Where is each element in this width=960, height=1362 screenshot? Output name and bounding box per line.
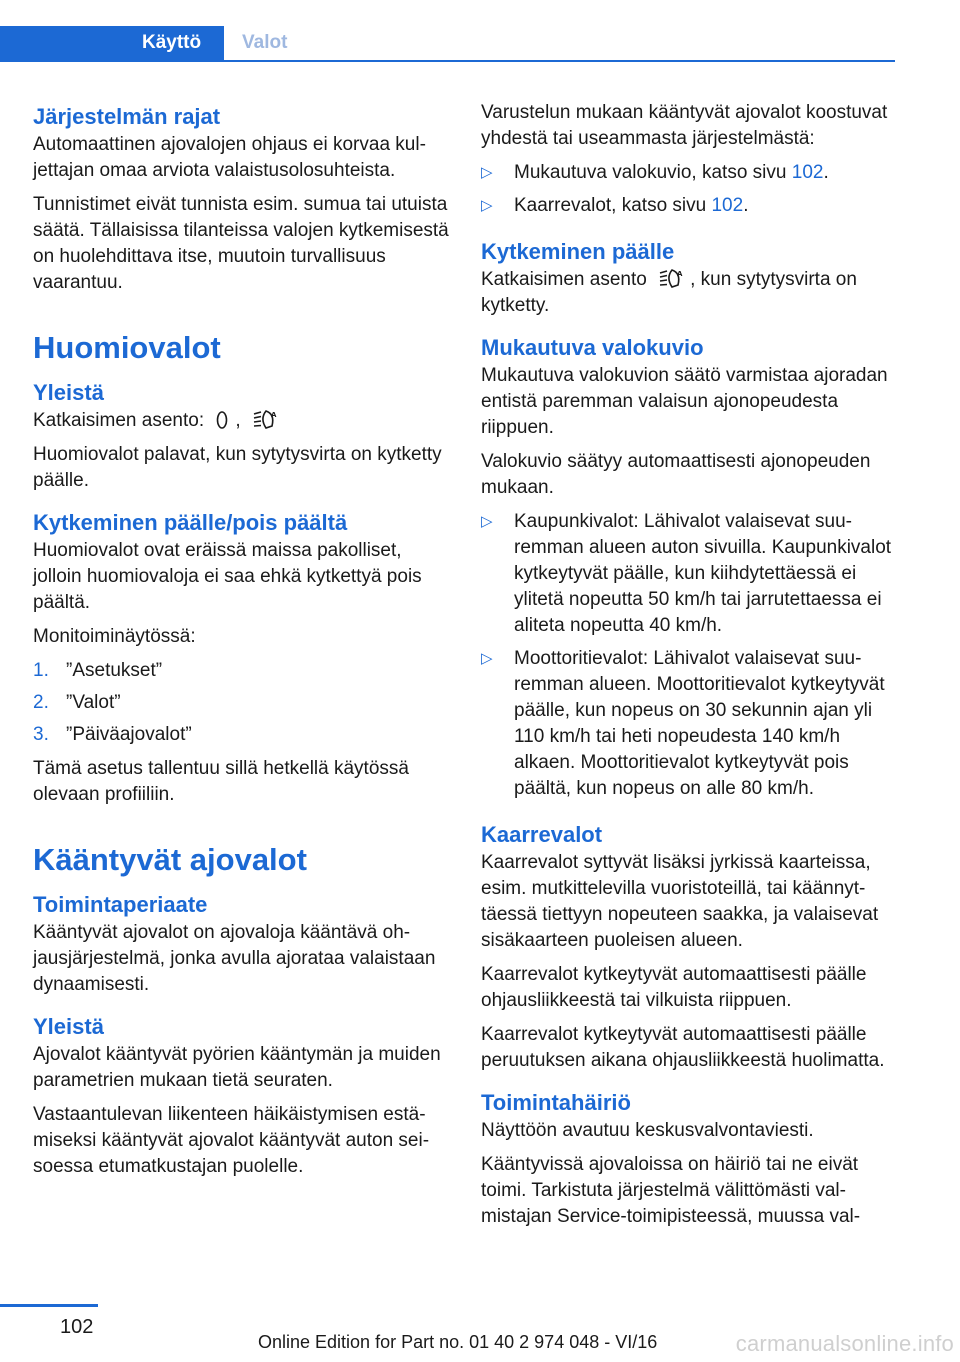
paragraph: Mukautuva valokuvion säätö varmistaa ajoradan entistä paremman valaisun ajonopeudesta riippuen. [481, 365, 888, 438]
list-tail: . [823, 162, 829, 183]
section-title-switch-on: Kytkeminen päälle [481, 239, 675, 264]
step-text: ”Valot” [66, 692, 121, 713]
paragraph: Kaarrevalot kytkeytyvät automaattisesti päälle peruutuksen aikana ohjausliikkeestä huolimatta. [481, 1024, 885, 1071]
list-item [481, 193, 895, 219]
footer-rule [0, 1304, 98, 1307]
list-item [33, 690, 449, 716]
page-header [0, 26, 895, 62]
list-text: Kaupunkivalot: Lähivalot valaisevat suuremman alueen auton sivuilla. Kaupunkivalot kytkeytyvät päälle, kun kiihdytettäessä ei ylitetä nopeutta 50 km/h tai jarrutettaessa ei aliteta nopeutta 40 km/h. [514, 511, 892, 636]
switch-position-label: Katkaisimen asento [481, 269, 647, 290]
list-item [33, 658, 449, 684]
tab-valot[interactable]: Valot [224, 26, 895, 60]
step-number: 3. [33, 724, 49, 745]
separator: , [235, 410, 241, 431]
step-text: ”Päiväajovalot” [66, 724, 192, 745]
list-text: Moottoritievalot: Lähivalot valaisevat suuremman alueen. Moottoritievalot kytkeytyvät päälle, kun nopeus on 30 sekunnin ajan yli 110 km/h tai heti nopeudesta 140 km/h alkaen. Moottoritievalot kytkeytyvät pois päältä, kun nopeus on alle 80 km/h. [514, 648, 885, 799]
paragraph: Huomiovalot ovat eräissä maissa pakolliset, jolloin huomiovaloja ei saa ehkä kytkettyä pois päältä. [33, 540, 422, 613]
auto-headlight-icon [658, 267, 684, 289]
section-title-malfunction: Toimintahäiriö [481, 1090, 631, 1115]
paragraph: Valokuvio säätyy automaattisesti ajonopeuden mukaan. [481, 451, 871, 498]
auto-headlight-icon [252, 408, 278, 430]
tab-kaytto[interactable]: Käyttö [0, 26, 224, 62]
section-title-adaptive-light: Mukautuva valokuvio [481, 335, 704, 360]
steps-list [33, 658, 449, 748]
svg-text:A: A [270, 411, 277, 419]
switch-position-label: Katkaisimen asento: [33, 410, 205, 431]
chapter-title-adaptive-headlights: Kääntyvät ajovalot [33, 842, 307, 877]
chapter-title-daytime-lights: Huomiovalot [33, 330, 221, 365]
triangle-right-icon: ▷ [481, 197, 493, 214]
triangle-right-icon: ▷ [481, 164, 493, 181]
paragraph: Kääntyvissä ajovaloissa on häiriö tai ne eivät toimi. Tarkistuta järjestelmä välittömästi valmistajan Service-toimipisteessä, muussa val- [481, 1154, 861, 1227]
systems-list [481, 160, 895, 219]
svg-text:A: A [677, 270, 683, 278]
section-title-switch-on-off: Kytkeminen päälle/pois päältä [33, 510, 348, 535]
paragraph: Kaarrevalot syttyvät lisäksi jyrkissä kaarteissa, esim. mutkittelevilla vuoristoteillä, tai käännyttäessä tiettyyn nopeuteen saakka, ja valaisevat sisäkaarteen puoleisen alueen. [481, 852, 879, 951]
paragraph: Automaattinen ajovalojen ohjaus ei korvaa kuljettajan omaa arviota valaistusolosuhteista. [33, 134, 426, 181]
paragraph: Näyttöön avautuu keskusvalvontaviesti. [481, 1120, 814, 1141]
left-column [33, 100, 449, 1188]
section-title-general: Yleistä [33, 380, 104, 405]
list-text: Kaarrevalot, katso sivu [514, 195, 712, 216]
paragraph: Tämä asetus tallentuu sillä hetkellä käytössä olevaan profiiliin. [33, 758, 409, 805]
right-column [481, 100, 895, 1238]
paragraph: Kääntyvät ajovalot on ajovaloja kääntävä ohjausjärjestelmä, jonka avulla ajorataa valaistaan dynaamisesti. [33, 922, 436, 995]
page-link[interactable]: 102 [791, 162, 824, 183]
paragraph: Ajovalot kääntyvät pyörien kääntymän ja muiden parametrien mukaan tietä seuraten. [33, 1044, 441, 1091]
paragraph-switch-position [33, 408, 449, 434]
triangle-right-icon: ▷ [481, 650, 493, 667]
step-text: ”Asetukset” [66, 660, 163, 681]
paragraph: Monitoiminäytössä: [33, 626, 196, 647]
paragraph-switch-position [481, 267, 895, 319]
watermark: carmanualsonline.info [735, 1331, 954, 1356]
paragraph: Tunnistimet eivät tunnista esim. sumua tai utuista säätä. Tällaisissa tilanteissa valojen kytkemisestä on huolehdittava itse, muutoin turvallisuus vaarantuu. [33, 194, 449, 293]
edition-note: Online Edition for Part no. 01 40 2 974 048 - VI/16 [258, 1332, 658, 1352]
page-number: 102 [60, 1316, 94, 1338]
list-text: Mukautuva valokuvio, katso sivu [514, 162, 792, 183]
section-title-cornering-lights: Kaarrevalot [481, 822, 603, 847]
step-number: 2. [33, 692, 49, 713]
paragraph: Vastaantulevan liikenteen häikäistymisen estämiseksi kääntyvät ajovalot kääntyvät auton seisoessa etumatkustajan puolelle. [33, 1104, 430, 1177]
list-tail: . [743, 195, 749, 216]
page-link[interactable]: 102 [711, 195, 744, 216]
list-item [33, 722, 449, 748]
paragraph: Kaarrevalot kytkeytyvät automaattisesti päälle ohjausliikkeestä tai vilkuista riippuen. [481, 964, 867, 1011]
light-modes-list [481, 509, 895, 802]
list-item [481, 646, 895, 802]
paragraph: Huomiovalot palavat, kun sytytysvirta on kytketty päälle. [33, 444, 442, 491]
paragraph: Varustelun mukaan kääntyvät ajovalot koostuvat yhdestä tai useammasta järjestelmästä: [481, 102, 888, 149]
list-item [481, 160, 895, 186]
switch-zero-icon [215, 410, 229, 430]
triangle-right-icon: ▷ [481, 513, 493, 530]
section-title-system-limits: Järjestelmän rajat [33, 104, 221, 129]
section-title-general-2: Yleistä [33, 1014, 104, 1039]
step-number: 1. [33, 660, 49, 681]
switch-position-tail: , kun sytytysvirta on kytketty. [481, 269, 857, 316]
section-title-principle: Toimintaperiaate [33, 892, 208, 917]
list-item [481, 509, 895, 639]
